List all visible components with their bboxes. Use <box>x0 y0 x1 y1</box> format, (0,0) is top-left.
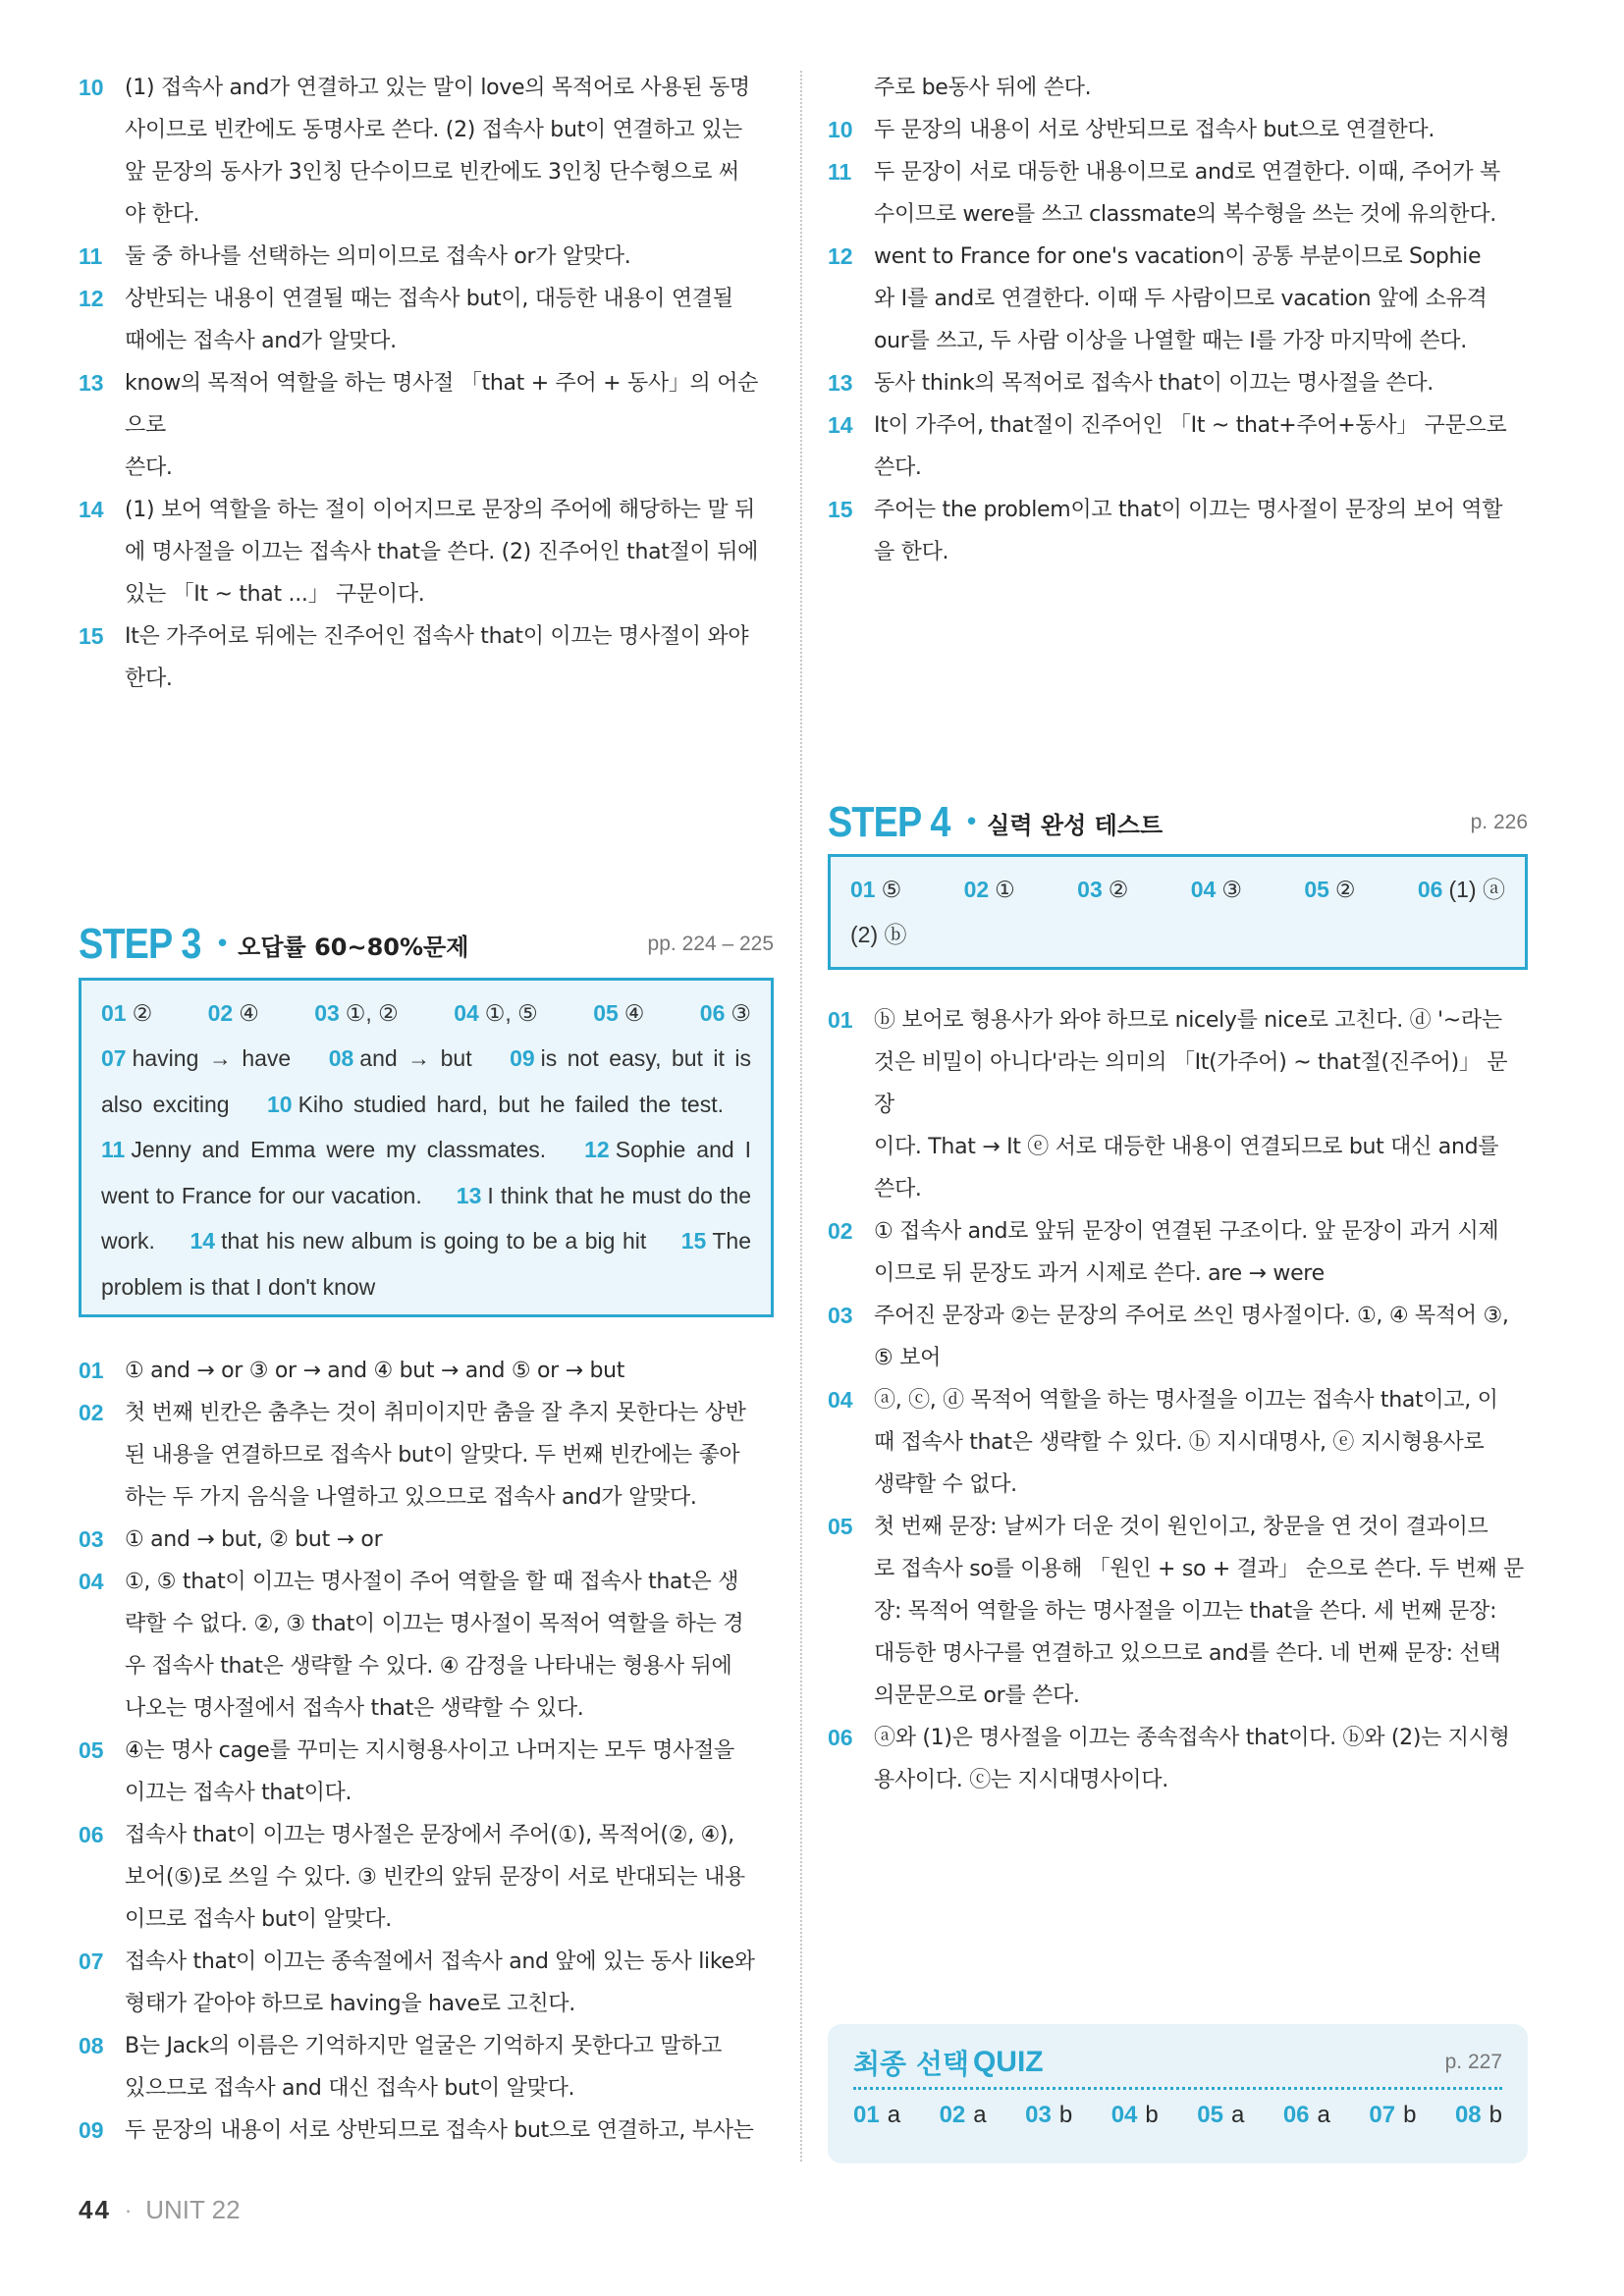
answer-number: 03 <box>314 1000 340 1026</box>
item-line: 의문문으로 or를 쓴다. <box>874 1683 1080 1708</box>
explanation-item <box>828 404 1528 489</box>
answer-value: Jenny and Emma were my classmates. <box>131 1137 547 1162</box>
item-line: 된 내용을 연결하므로 접속사 but이 알맞다. 두 번째 빈칸에는 좋아 <box>125 1443 740 1468</box>
item-number: 08 <box>79 2033 104 2058</box>
item-text <box>125 489 774 615</box>
item-line: 있으므로 접속사 and 대신 접속사 but이 알맞다. <box>125 2076 575 2101</box>
item-number: 02 <box>828 1218 853 1244</box>
item-text <box>125 1814 774 1941</box>
step3-header <box>79 917 774 972</box>
item-number: 04 <box>79 1569 104 1594</box>
quiz-answer <box>1283 2102 1330 2129</box>
answer-item <box>700 990 751 1036</box>
item-text <box>125 1730 774 1814</box>
item-text <box>874 151 1528 236</box>
answer-value: is not easy, but it is also exciting <box>101 1045 751 1117</box>
item-text <box>874 362 1528 404</box>
answer-item <box>101 990 152 1036</box>
explanation-item <box>79 489 774 615</box>
quiz-value: a <box>973 2102 987 2128</box>
item-line: 장: 목적어 역할을 하는 명사절을 이끄는 that을 쓴다. 세 번째 문장: <box>874 1599 1497 1624</box>
answer-value: ② <box>132 1000 153 1026</box>
explanation-item <box>828 1295 1528 1379</box>
explanation-item <box>79 2025 774 2109</box>
step4-page-ref: p. 226 <box>1470 811 1528 833</box>
column-divider <box>800 71 802 2162</box>
explanation-item <box>828 489 1528 573</box>
answer-value: that his new album is going to be a big hit <box>221 1228 647 1254</box>
quiz-value: b <box>1489 2102 1502 2128</box>
quiz-value: b <box>1058 2102 1073 2128</box>
item-number: 06 <box>828 1725 853 1750</box>
explanation-item <box>79 615 774 700</box>
quiz-answer-row <box>853 2102 1502 2129</box>
item-line: (1) 보어 역할을 하는 절이 이어지므로 문장의 주어에 해당하는 말 뒤 <box>125 498 755 522</box>
item-number: 05 <box>828 1514 853 1539</box>
quiz-number: 07 <box>1369 2102 1396 2128</box>
answer-value: ①, ⑤ <box>484 1000 538 1026</box>
quiz-answer <box>1025 2102 1072 2129</box>
item-text <box>874 1506 1528 1717</box>
item-text <box>874 1210 1528 1295</box>
explanation-item <box>79 1814 774 1941</box>
item-line: 주어진 문장과 ②는 문장의 주어로 쓰인 명사절이다. ①, ④ 목적어 ③, <box>874 1304 1509 1328</box>
answer-item <box>101 1137 546 1162</box>
item-text <box>874 489 1528 573</box>
item-number: 12 <box>79 286 104 311</box>
item-text <box>874 999 1528 1210</box>
answer-value: Kiho studied hard, but he failed the test. <box>298 1091 724 1117</box>
answer-item <box>1077 867 1128 912</box>
item-number: 10 <box>828 117 853 142</box>
item-line: 있는 「It ~ that ...」 구문이다. <box>125 582 425 607</box>
item-line: 두 문장이 서로 대등한 내용이므로 and로 연결한다. 이때, 주어가 복 <box>874 160 1500 185</box>
item-line: 로 접속사 so를 이용해 「원인 + so + 결과」 순으로 쓴다. 두 번째 문 <box>874 1557 1525 1581</box>
explanation-item <box>828 151 1528 236</box>
item-number: 15 <box>79 623 104 649</box>
item-number: 13 <box>828 370 853 396</box>
explanation-item <box>79 1561 774 1730</box>
quiz-number: 05 <box>1197 2102 1223 2128</box>
item-line: 쓴다. <box>874 1177 922 1201</box>
item-line: 때 접속사 that은 생략할 수 있다. ⓑ 지시대명사, ⓔ 지시형용사로 <box>874 1430 1485 1455</box>
item-line: 동사 think의 목적어로 접속사 that이 이끄는 명사절을 쓴다. <box>874 371 1434 396</box>
item-text <box>125 2025 774 2109</box>
quiz-number: 08 <box>1454 2102 1482 2128</box>
step3-page-ref: pp. 224 – 225 <box>647 933 774 955</box>
explanation-item <box>79 236 774 278</box>
bullet-dot-icon: • <box>214 930 231 959</box>
item-line: 수이므로 were를 쓰고 classmate의 복수형을 쓰는 것에 유의한다. <box>874 202 1496 227</box>
answer-number: 10 <box>266 1091 293 1117</box>
item-line: (1) 접속사 and가 연결하고 있는 말이 love의 목적어로 사용된 동명 <box>125 76 750 100</box>
answer-item <box>1191 867 1242 912</box>
quiz-answer <box>940 2102 987 2129</box>
item-line: 두 문장의 내용이 서로 상반되므로 접속사 but으로 연결하고, 부사는 <box>125 2118 754 2143</box>
item-number: 15 <box>828 497 853 522</box>
unit-label: UNIT 22 <box>145 2195 241 2224</box>
item-line: 이다. That → It ⓔ 서로 대등한 내용이 연결되므로 but 대신 and를 <box>874 1135 1499 1159</box>
item-line: ⓐ, ⓒ, ⓓ 목적어 역할을 하는 명사절을 이끄는 접속사 that이고, 이 <box>874 1388 1498 1413</box>
explanation-item <box>79 1350 774 1392</box>
final-quiz-box <box>828 2024 1528 2163</box>
item-number: 11 <box>79 243 103 269</box>
item-line: 접속사 that이 이끄는 종속절에서 접속사 and 앞에 있는 동사 like와 <box>125 1949 755 1974</box>
item-number: 10 <box>79 75 104 100</box>
item-text <box>874 404 1528 489</box>
explanation-item <box>79 1392 774 1519</box>
item-line: went to France for one's vacation이 공통 부분이므로 Sophie <box>874 244 1482 269</box>
item-line: 이므로 뒤 문장도 과거 시제로 쓴다. are → were <box>874 1261 1325 1286</box>
answer-value: The problem is that I don't know <box>101 1228 751 1300</box>
answer-number: 02 <box>207 1000 234 1026</box>
quiz-value: a <box>1230 2102 1245 2128</box>
answer-value: and → but <box>359 1045 472 1071</box>
answer-item <box>189 1228 646 1254</box>
step4-explanations <box>828 999 1528 1801</box>
item-line: 앞 문장의 동사가 3인칭 단수이므로 빈칸에도 3인칭 단수형으로 써 <box>125 160 739 185</box>
explanation-item <box>828 1210 1528 1295</box>
answer-item <box>1418 867 1505 912</box>
item-text <box>874 109 1528 151</box>
answer-value: ①, ② <box>345 1000 399 1026</box>
quiz-number: 06 <box>1282 2102 1310 2128</box>
item-text <box>125 1350 774 1392</box>
quiz-number: 02 <box>939 2102 966 2128</box>
answer-number: 06 <box>1417 877 1443 902</box>
explanation-item <box>79 1519 774 1561</box>
item-line: 을 한다. <box>874 540 949 564</box>
item-line: ⓑ 보어로 형용사가 와야 하므로 nicely를 nice로 고친다. ⓓ '~라는 <box>874 1008 1502 1033</box>
item-line: 한다. <box>125 667 173 691</box>
step4-header <box>828 795 1528 850</box>
step3-title: 오답률 60~80%문제 <box>238 933 469 961</box>
item-line: 하는 두 가지 음식을 나열하고 있으므로 접속사 and가 알맞다. <box>125 1485 697 1510</box>
answer-item <box>267 1092 724 1117</box>
explanation-item <box>79 67 774 236</box>
item-line: 이끄는 접속사 that이다. <box>125 1781 352 1805</box>
explanation-item <box>828 109 1528 151</box>
answer-number: 02 <box>963 877 990 902</box>
item-number: 04 <box>828 1387 853 1413</box>
quiz-page-ref: p. 227 <box>1444 2051 1502 2073</box>
answer-number: 07 <box>101 1045 127 1071</box>
item-number: 12 <box>828 243 853 269</box>
item-line: It은 가주어로 뒤에는 진주어인 접속사 that이 이끄는 명사절이 와야 <box>125 624 749 649</box>
answer-item <box>1304 867 1355 912</box>
item-number: 07 <box>79 1949 104 1974</box>
step4-answer-row2: (2) ⓑ <box>850 922 907 947</box>
answer-item <box>964 867 1015 912</box>
answer-value: ④ <box>623 1000 645 1026</box>
item-line: 생략할 수 없다. <box>874 1472 1017 1497</box>
explanation-item <box>828 1506 1528 1717</box>
quiz-answer <box>1197 2102 1244 2129</box>
item-line: 첫 번째 문장: 날씨가 더운 것이 원인이고, 창문을 연 것이 결과이므 <box>874 1515 1489 1539</box>
answer-number: 09 <box>510 1045 535 1071</box>
answer-number: 12 <box>584 1137 610 1162</box>
item-line: ① and → but, ② but → or <box>125 1527 383 1552</box>
item-number: 09 <box>79 2117 104 2143</box>
item-text <box>874 1295 1528 1379</box>
step4-label: STEP 4 <box>828 798 950 846</box>
answer-item <box>208 990 259 1036</box>
item-line: 우 접속사 that은 생략할 수 있다. ④ 감정을 나타내는 형용사 뒤에 <box>125 1654 732 1679</box>
explanation-item <box>79 1730 774 1814</box>
quiz-answer <box>1455 2102 1502 2129</box>
item-number: 02 <box>79 1400 104 1425</box>
item-text <box>125 67 774 236</box>
answer-value: ⑤ <box>881 877 902 902</box>
answer-number: 05 <box>593 1000 619 1026</box>
item-text <box>874 236 1528 362</box>
answer-value: ② <box>1334 877 1356 902</box>
answer-item <box>454 990 538 1036</box>
item-text <box>125 2109 774 2152</box>
footer-separator: · <box>124 2197 133 2222</box>
item-number: 03 <box>79 1526 104 1552</box>
quiz-value: b <box>1403 2102 1417 2128</box>
explanation-item <box>828 1379 1528 1506</box>
explanation-item <box>828 362 1528 404</box>
item-line: ① 접속사 and로 앞뒤 문장이 연결된 구조이다. 앞 문장이 과거 시제 <box>874 1219 1499 1244</box>
explanation-item <box>79 2109 774 2152</box>
answer-item <box>101 1045 291 1071</box>
answer-number: 08 <box>328 1045 354 1071</box>
item-text <box>125 1941 774 2025</box>
item-text <box>125 1519 774 1561</box>
quiz-answer <box>853 2102 900 2129</box>
item-line: 와 I를 and로 연결한다. 이때 두 사람이므로 vacation 앞에 소유격 <box>874 287 1488 311</box>
answer-value: having → have <box>132 1045 292 1071</box>
quiz-value: b <box>1145 2102 1159 2128</box>
item-line: B는 Jack의 이름은 기억하지만 얼굴은 기억하지 못한다고 말하고 <box>125 2034 723 2058</box>
item-line: 것은 비밀이 아니다'라는 의미의 「It(가주어) ~ that절(진주어)」 문장 <box>874 1050 1508 1117</box>
quiz-number: 01 <box>853 2102 880 2128</box>
answer-item <box>329 1045 472 1071</box>
item-line: ① and → or ③ or → and ④ but → and ⑤ or → but <box>125 1359 625 1383</box>
step2-explanations-left <box>79 67 774 700</box>
explanation-item <box>828 236 1528 362</box>
answer-number: 01 <box>101 1000 127 1026</box>
quiz-value: a <box>1317 2102 1330 2128</box>
step3-label: STEP 3 <box>79 920 201 968</box>
quiz-title-en: QUIZ <box>972 2046 1044 2078</box>
answer-number: 06 <box>699 1000 726 1026</box>
answer-number: 03 <box>1077 877 1103 902</box>
item-text <box>125 615 774 700</box>
item-line: 상반되는 내용이 연결될 때는 접속사 but이, 대등한 내용이 연결될 <box>125 287 733 311</box>
item-number: 03 <box>828 1303 853 1328</box>
item-text <box>874 1379 1528 1506</box>
quiz-title-ko: 최종 선택 <box>853 2048 969 2080</box>
answer-item <box>850 867 901 912</box>
answer-number: 13 <box>456 1182 482 1208</box>
item-text <box>125 1561 774 1730</box>
item-line: It이 가주어, that절이 진주어인 「It ~ that+주어+동사」 구문으로 쓴다. <box>874 413 1507 480</box>
answer-value: ③ <box>731 1000 751 1026</box>
item-number: 06 <box>79 1822 104 1847</box>
item-line: 사이므로 빈칸에도 동명사로 쓴다. (2) 접속사 but이 연결하고 있는 <box>125 118 742 142</box>
item-number: 11 <box>828 159 852 185</box>
page-number: 44 <box>79 2195 111 2224</box>
item-number: 05 <box>79 1737 104 1763</box>
quiz-answer <box>1369 2102 1416 2129</box>
item-line: 첫 번째 빈칸은 춤추는 것이 취미이지만 춤을 잘 추지 못한다는 상반 <box>125 1401 746 1425</box>
explanation-item <box>79 278 774 362</box>
quiz-value: a <box>887 2102 901 2128</box>
item-number: 14 <box>79 497 104 522</box>
item-line: 이므로 접속사 but이 알맞다. <box>125 1907 392 1932</box>
item-line: 쓴다. <box>125 455 173 480</box>
answer-item <box>314 990 399 1036</box>
continued-text: 주로 be동사 뒤에 쓴다. <box>874 76 1092 100</box>
item-line: 보어(⑤)로 쓰일 수 있다. ③ 빈칸의 앞뒤 문장이 서로 반대되는 내용 <box>125 1865 745 1890</box>
explanation-item <box>828 1717 1528 1801</box>
item-line: 두 문장의 내용이 서로 상반되므로 접속사 but으로 연결한다. <box>874 118 1435 142</box>
item-number: 01 <box>828 1007 853 1033</box>
item-number: 01 <box>79 1358 104 1383</box>
step4-title: 실력 완성 테스트 <box>987 811 1164 839</box>
answer-number: 04 <box>454 1000 479 1026</box>
answer-value: I think that he must do the work. <box>101 1182 752 1254</box>
answer-value: (1) ⓐ <box>1448 877 1505 902</box>
item-text <box>125 1392 774 1519</box>
answer-number: 01 <box>850 877 876 902</box>
item-text <box>874 1717 1528 1801</box>
quiz-number: 03 <box>1025 2102 1052 2128</box>
answer-value: ④ <box>239 1000 259 1026</box>
step3-answer-flow <box>101 1036 751 1309</box>
answer-value: Sophie and I went to France for our vacation. <box>101 1137 752 1208</box>
item-line: 야 한다. <box>125 202 200 227</box>
quiz-answer <box>1111 2102 1159 2129</box>
explanation-item <box>828 999 1528 1210</box>
item-line: ①, ⑤ that이 이끄는 명사절이 주어 역할을 할 때 접속사 that은 생 <box>125 1570 739 1594</box>
item-line: ④는 명사 cage를 꾸미는 지시형용사이고 나머지는 모두 명사절을 <box>125 1738 735 1763</box>
bullet-dot-icon: • <box>963 808 980 837</box>
item-line: ⓐ와 (1)은 명사절을 이끄는 종속접속사 that이다. ⓑ와 (2)는 지시형 <box>874 1726 1510 1750</box>
explanation-item <box>79 362 774 489</box>
item-text <box>125 362 774 489</box>
step3-explanations-right <box>828 109 1528 573</box>
step3-answer-box <box>79 978 774 1317</box>
step4-answer-row <box>850 867 1505 912</box>
answer-value: ① <box>995 877 1015 902</box>
answer-number: 05 <box>1304 877 1329 902</box>
item-line: 에 명사절을 이끄는 접속사 that을 쓴다. (2) 진주어인 that절이 뒤에 <box>125 540 759 564</box>
step3-explanations <box>79 1350 774 2152</box>
answer-item <box>593 990 644 1036</box>
quiz-number: 04 <box>1110 2102 1138 2128</box>
step4-answer-box <box>828 854 1528 970</box>
item-line: 주어는 the problem이고 that이 이끄는 명사절이 문장의 보어 역할 <box>874 498 1503 522</box>
item-line: 둘 중 하나를 선택하는 의미이므로 접속사 or가 알맞다. <box>125 244 631 269</box>
item-number: 14 <box>828 412 853 438</box>
item-line: 략할 수 없다. ②, ③ that이 이끄는 명사절이 목적어 역할을 하는 경 <box>125 1612 744 1636</box>
step3-answer-row <box>101 990 751 1036</box>
item-line: 접속사 that이 이끄는 명사절은 문장에서 주어(①), 목적어(②, ④), <box>125 1823 734 1847</box>
answer-value: ② <box>1108 877 1129 902</box>
item-line: ⑤ 보어 <box>874 1346 942 1370</box>
item-line: 형태가 같아야 하므로 having을 have로 고친다. <box>125 1992 575 2016</box>
answer-number: 11 <box>101 1137 126 1162</box>
item-text <box>125 278 774 362</box>
item-line: 대등한 명사구를 연결하고 있으므로 and를 쓴다. 네 번째 문장: 선택 <box>874 1641 1501 1666</box>
item-line: 용사이다. ⓒ는 지시대명사이다. <box>874 1768 1168 1792</box>
item-text <box>125 236 774 278</box>
answer-value: ③ <box>1221 877 1242 902</box>
item-number: 13 <box>79 370 104 396</box>
answer-number: 14 <box>189 1228 216 1254</box>
answer-number: 04 <box>1190 877 1217 902</box>
answer-number: 15 <box>680 1228 707 1254</box>
item-line: our를 쓰고, 두 사람 이상을 나열할 때는 I를 가장 마지막에 쓴다. <box>874 329 1467 353</box>
item-line: 때에는 접속사 and가 알맞다. <box>125 329 397 353</box>
explanation-item <box>79 1941 774 2025</box>
item-line: 나오는 명사절에서 접속사 that은 생략할 수 있다. <box>125 1696 584 1721</box>
quiz-header <box>853 2038 1502 2090</box>
item-line: know의 목적어 역할을 하는 명사절 「that + 주어 + 동사」의 어순으로 <box>125 371 759 438</box>
page-footer <box>79 2195 241 2225</box>
